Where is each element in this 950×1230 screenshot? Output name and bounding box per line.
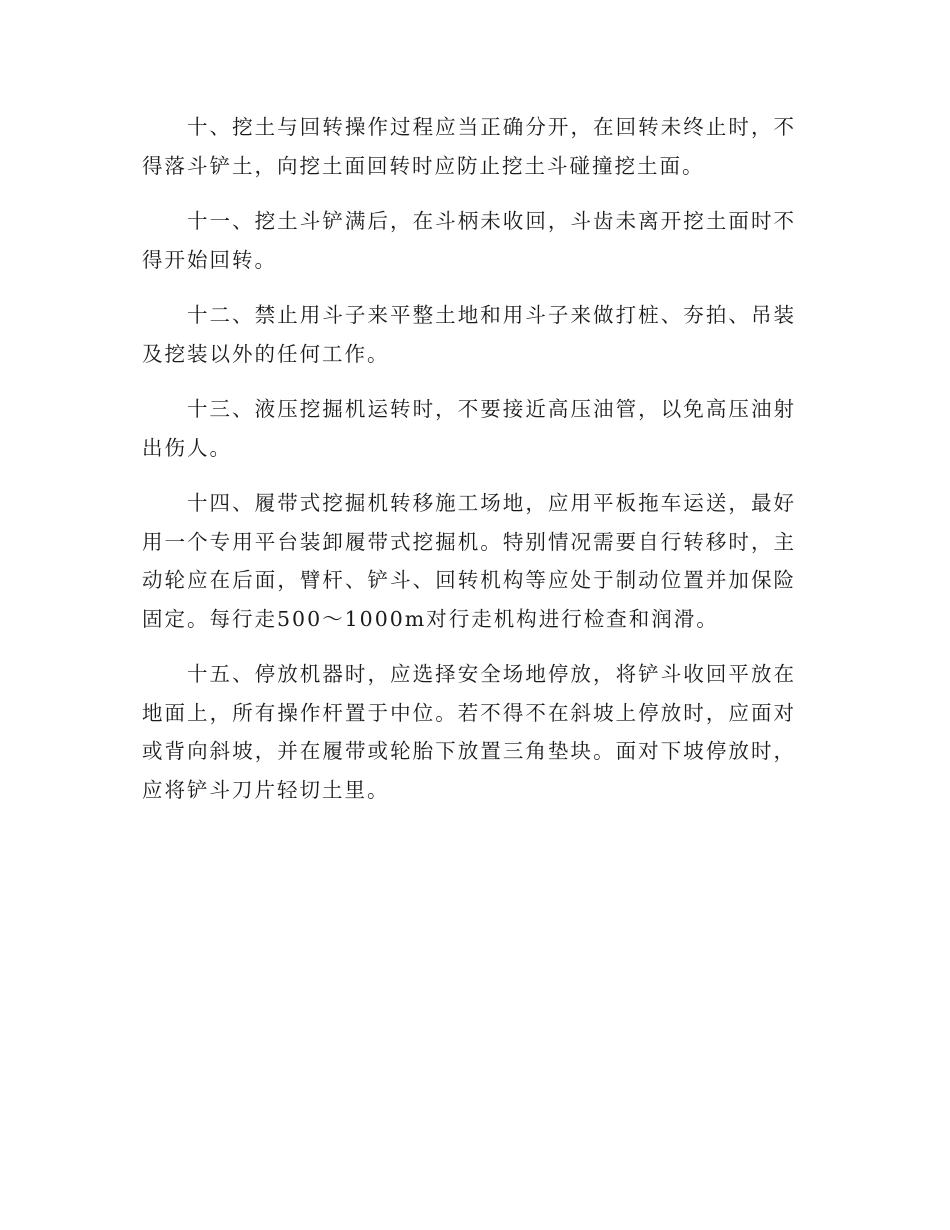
paragraph-10: 十、挖土与回转操作过程应当正确分开，在回转未终止时，不得落斗铲土，向挖土面回转时应防止挖土斗碰撞挖土面。 bbox=[142, 115, 796, 178]
paragraph-14: 十四、履带式挖掘机转移施工场地，应用平板拖车运送，最好用一个专用平台装卸履带式挖掘机。特别情况需要自行转移时，主动轮应在后面，臂杆、铲斗、回转机构等应处于制动位置并加保险固定。每行走500～1000m对行走机构进行检查和润滑。 bbox=[142, 491, 796, 631]
paragraph-13: 十三、液压挖掘机运转时，不要接近高压油管，以免高压油射出伤人。 bbox=[142, 397, 796, 460]
paragraph-11: 十一、挖土斗铲满后，在斗柄未收回，斗齿未离开挖土面时不得开始回转。 bbox=[142, 209, 796, 272]
paragraph-12: 十二、禁止用斗子来平整土地和用斗子来做打桩、夯拍、吊装及挖装以外的任何工作。 bbox=[142, 303, 796, 366]
document-body bbox=[142, 108, 796, 826]
paragraph-15: 十五、停放机器时，应选择安全场地停放，将铲斗收回平放在地面上，所有操作杆置于中位。若不得不在斜坡上停放时，应面对或背向斜坡，并在履带或轮胎下放置三角垫块。面对下坡停放时，应将铲斗刀片轻切土里。 bbox=[142, 662, 796, 802]
